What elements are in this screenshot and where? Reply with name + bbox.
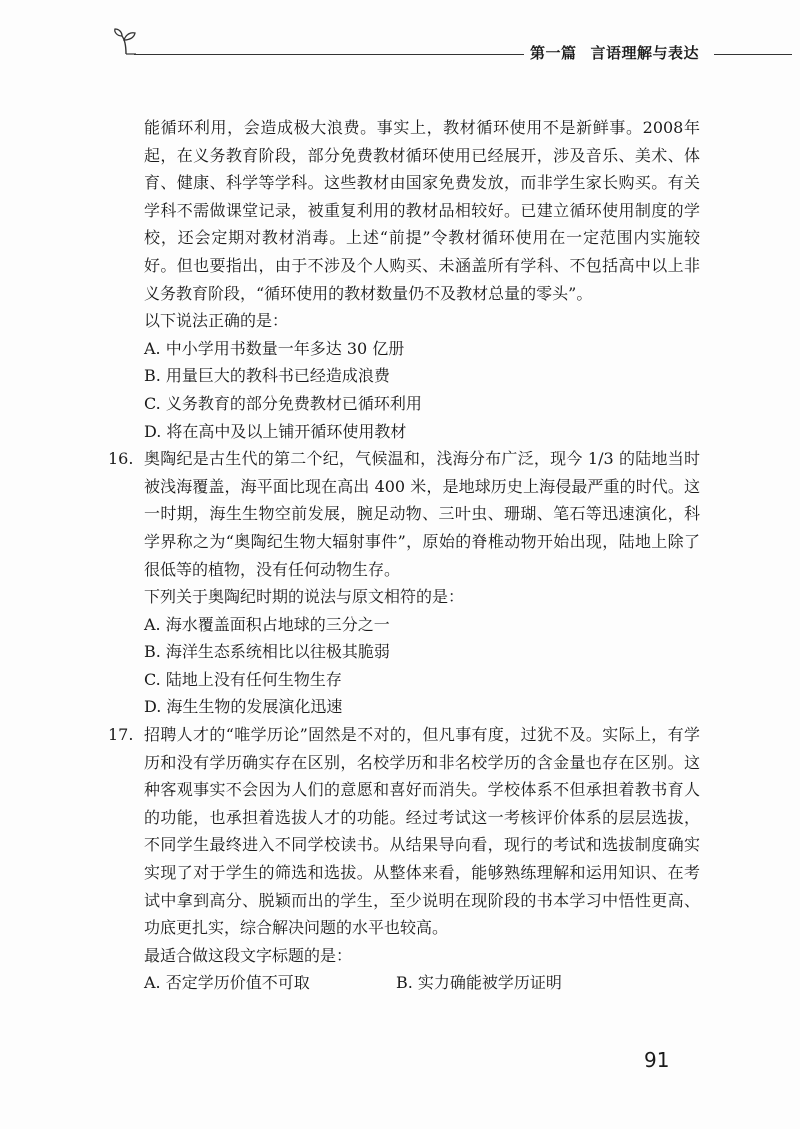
question-prompt: 以下说法正确的是： bbox=[144, 311, 289, 331]
option-c: C. 陆地上没有任何生物生存 bbox=[144, 669, 342, 689]
running-header bbox=[112, 28, 792, 68]
option-a: A. 否定学历价值不可取 bbox=[144, 973, 310, 993]
question-text: 奥陶纪是古生代的第二个纪，气候温和，浅海分布广泛，现今 1/3 的陆地当时被浅海覆盖，海平面比现在高出 400 米，是地球历史上海侵最严重的时代。这一时期，海生生物空前发展，腕足动物、三叶虫、珊瑚、笔石等迅速演化，科学界称之为“奥陶纪生物大辐射事件”，原始的脊椎动物开始出现，陆地上除了很低等的植物，没有任何动物生存。 bbox=[144, 449, 700, 579]
options-row bbox=[112, 969, 700, 997]
header-title bbox=[530, 42, 699, 63]
question-16 bbox=[108, 445, 700, 583]
question-text: 招聘人才的“唯学历论”固然是不对的，但凡事有度，过犹不及。实际上，有学历和没有学历确实存在区别，名校学历和非名校学历的含金量也存在区别。这种客观事实不会因为人们的意愿和喜好而消失。学校体系不但承担着教书育人的功能，也承担着选拔人才的功能。经过考试这一考核评价体系的层层选拔，不同学生最终进入不同学校读书。从结果导向看，现行的考试和选拔制度确实实现了对于学生的筛选和选拔。从整体来看，能够熟练理解和运用知识、在考试中拿到高分、脱颖而出的学生，至少说明在现阶段的书本学习中悟性更高、功底更扎实，综合解决问题的水平也较高。 bbox=[144, 725, 700, 938]
option-a: A. 海水覆盖面积占地球的三分之一 bbox=[144, 614, 390, 634]
header-section: 言语理解与表达 bbox=[590, 44, 700, 62]
page-number: 91 bbox=[644, 1048, 670, 1072]
option-c: C. 义务教育的部分免费教材已循环利用 bbox=[144, 393, 422, 413]
question-17 bbox=[108, 721, 700, 942]
question-number: 16. bbox=[108, 449, 134, 469]
header-rule-left bbox=[134, 54, 524, 55]
intro-continuation: 能循环利用，会造成极大浪费。事实上，教材循环使用不是新鲜事。2008年起，在义务教育阶段，部分免费教材循环使用已经展开，涉及音乐、美术、体育、健康、科学等学科。这些教材由国家免费发放，而非学生家长购买。有关学科不需做课堂记录，被重复利用的教材品相较好。已建立循环使用制度的学校，还会定期对教材消毒。上述“前提”令教材循环使用在一定范围内实施较好。但也要指出，由于不涉及个人购买、未涵盖所有学科、不包括高中以上非义务教育阶段，“循环使用的教材数量仍不及教材总量的零头”。 bbox=[144, 118, 700, 303]
question-number: 17. bbox=[108, 725, 134, 745]
option-b: B. 海洋生态系统相比以往极其脆弱 bbox=[144, 642, 390, 662]
option-d: D. 将在高中及以上铺开循环使用教材 bbox=[144, 421, 407, 441]
option-a: A. 中小学用书数量一年多达 30 亿册 bbox=[144, 338, 405, 358]
option-b: B. 实力确能被学历证明 bbox=[396, 973, 562, 993]
page-content bbox=[108, 114, 700, 997]
header-part: 第一篇 bbox=[530, 44, 577, 62]
option-b: B. 用量巨大的教科书已经造成浪费 bbox=[144, 366, 390, 386]
question-prompt: 最适合做这段文字标题的是： bbox=[144, 945, 353, 965]
header-rule-right bbox=[714, 54, 792, 55]
option-d: D. 海生生物的发展演化迅速 bbox=[144, 697, 343, 717]
question-prompt: 下列关于奥陶纪时期的说法与原文相符的是： bbox=[144, 587, 465, 607]
